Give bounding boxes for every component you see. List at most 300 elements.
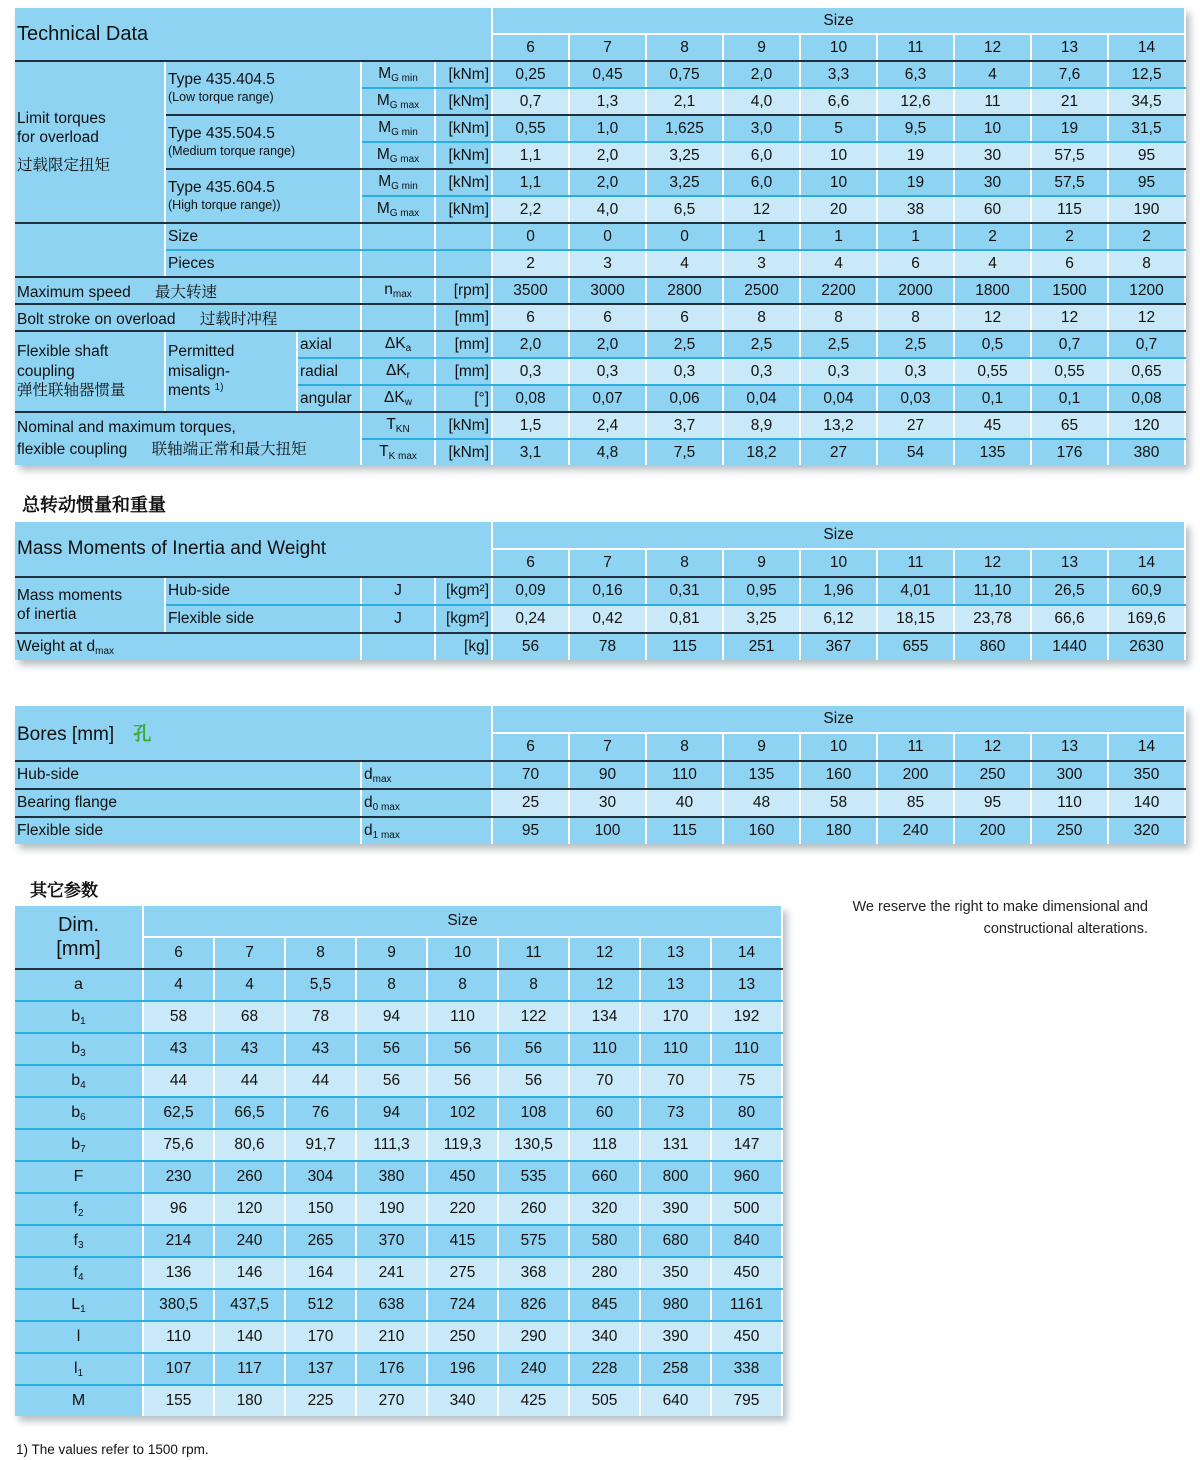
size-col-header: 7: [569, 733, 646, 761]
value-cell: 0,55: [1031, 358, 1108, 385]
value-cell: 196: [427, 1353, 498, 1385]
value-cell: 136: [143, 1257, 214, 1289]
value-cell: 107: [143, 1353, 214, 1385]
value-cell: 180: [214, 1385, 285, 1416]
value-cell: 190: [356, 1193, 427, 1225]
value-cell: 2,5: [877, 331, 954, 358]
value-cell: 826: [498, 1289, 569, 1321]
unit-cell: [°]: [435, 385, 492, 412]
bearing-flange-label: Bearing flange: [15, 789, 361, 817]
value-cell: 500: [711, 1193, 782, 1225]
radial-label: radial: [297, 358, 361, 385]
value-cell: 415: [427, 1225, 498, 1257]
value-cell: 5: [800, 115, 877, 142]
value-cell: 0: [492, 223, 569, 250]
table1-title: Technical Data: [15, 8, 492, 61]
value-cell: 57,5: [1031, 169, 1108, 196]
dim-row-label: F: [15, 1161, 143, 1193]
value-cell: 54: [877, 439, 954, 465]
dim-row-label: $b_4$: [15, 1065, 143, 1097]
size-col-header: 10: [800, 733, 877, 761]
value-cell: 390: [640, 1193, 711, 1225]
bolt-stroke-label: [15, 304, 361, 331]
value-cell: 2800: [646, 277, 723, 304]
dim-row-label: a: [15, 969, 143, 1001]
value-cell: 437,5: [214, 1289, 285, 1321]
value-cell: 0,95: [723, 577, 800, 605]
value-cell: 0,55: [954, 358, 1031, 385]
value-cell: 0: [569, 223, 646, 250]
value-cell: 1,0: [569, 115, 646, 142]
hub-side-label: Hub-side: [15, 761, 361, 789]
size-col-header: 13: [1031, 549, 1108, 577]
value-cell: 3: [723, 250, 800, 277]
value-cell: 119,3: [427, 1129, 498, 1161]
value-cell: 2,0: [569, 331, 646, 358]
value-cell: 60: [569, 1097, 640, 1129]
value-cell: 280: [569, 1257, 640, 1289]
value-cell: 0,1: [954, 385, 1031, 412]
dim-row-label: $b_6$: [15, 1097, 143, 1129]
value-cell: 8: [877, 304, 954, 331]
value-cell: 250: [1031, 817, 1108, 844]
size-col-header: 6: [143, 937, 214, 969]
value-cell: 0,04: [800, 385, 877, 412]
value-cell: 640: [640, 1385, 711, 1416]
value-cell: 6,12: [800, 605, 877, 633]
value-cell: 980: [640, 1289, 711, 1321]
value-cell: 0,16: [569, 577, 646, 605]
value-cell: 505: [569, 1385, 640, 1416]
value-cell: 57,5: [1031, 142, 1108, 169]
value-cell: 1,3: [569, 88, 646, 115]
value-cell: 1440: [1031, 633, 1108, 660]
bores-title-zh: 孔: [133, 724, 152, 744]
value-cell: 44: [143, 1065, 214, 1097]
label-zh: 联轴端正常和最大扭矩: [151, 441, 307, 458]
value-cell: 260: [214, 1161, 285, 1193]
value-cell: 575: [498, 1225, 569, 1257]
size-col-header: 10: [427, 937, 498, 969]
value-cell: 1161: [711, 1289, 782, 1321]
value-cell: 100: [569, 817, 646, 844]
size-col-header: 8: [285, 937, 356, 969]
value-cell: 176: [356, 1353, 427, 1385]
symbol-cell: $d_{max}$: [361, 761, 492, 789]
value-cell: 845: [569, 1289, 640, 1321]
value-cell: 4,8: [569, 439, 646, 465]
value-cell: 94: [356, 1097, 427, 1129]
size-col-header: 9: [723, 34, 800, 61]
value-cell: 43: [143, 1033, 214, 1065]
value-cell: 95: [492, 817, 569, 844]
value-cell: 0,3: [492, 358, 569, 385]
value-cell: 2500: [723, 277, 800, 304]
value-cell: 6: [1031, 250, 1108, 277]
permitted-misalignments-label: [165, 331, 297, 412]
value-cell: 680: [640, 1225, 711, 1257]
unit-cell: [kNm]: [435, 169, 492, 196]
value-cell: 6,0: [723, 169, 800, 196]
value-cell: 1500: [1031, 277, 1108, 304]
value-cell: 48: [723, 789, 800, 817]
dim-row-label: l: [15, 1321, 143, 1353]
value-cell: 2000: [877, 277, 954, 304]
size-col-header: 9: [723, 733, 800, 761]
value-cell: 368: [498, 1257, 569, 1289]
symbol-cell: J: [361, 577, 435, 605]
value-cell: 380: [356, 1161, 427, 1193]
value-cell: 225: [285, 1385, 356, 1416]
value-cell: 0,3: [877, 358, 954, 385]
value-cell: 450: [711, 1321, 782, 1353]
value-cell: 367: [800, 633, 877, 660]
value-cell: 12: [1031, 304, 1108, 331]
value-cell: 66,5: [214, 1097, 285, 1129]
size-col-header: 13: [1031, 34, 1108, 61]
unit-cell: [kNm]: [435, 142, 492, 169]
value-cell: 638: [356, 1289, 427, 1321]
value-cell: 110: [427, 1001, 498, 1033]
value-cell: 2,5: [723, 331, 800, 358]
limit-torques-label: [15, 61, 165, 223]
value-cell: 19: [877, 169, 954, 196]
value-cell: 44: [285, 1065, 356, 1097]
value-cell: 220: [427, 1193, 498, 1225]
value-cell: 30: [954, 142, 1031, 169]
value-cell: 425: [498, 1385, 569, 1416]
value-cell: 25: [492, 789, 569, 817]
bores-table: [15, 706, 1186, 844]
value-cell: 0,42: [569, 605, 646, 633]
value-cell: 78: [285, 1001, 356, 1033]
label-line: Permitted: [168, 343, 235, 361]
value-cell: 2,4: [569, 412, 646, 439]
value-cell: 724: [427, 1289, 498, 1321]
size-col-header: 14: [711, 937, 782, 969]
value-cell: 230: [143, 1161, 214, 1193]
value-cell: 0,04: [723, 385, 800, 412]
value-cell: 192: [711, 1001, 782, 1033]
value-cell: 5,5: [285, 969, 356, 1001]
value-cell: 118: [569, 1129, 640, 1161]
value-cell: 58: [800, 789, 877, 817]
value-cell: 350: [1108, 761, 1185, 789]
value-cell: 6: [877, 250, 954, 277]
value-cell: 43: [285, 1033, 356, 1065]
size-col-header: 9: [723, 549, 800, 577]
label-line: misalign-: [168, 362, 231, 380]
value-cell: 21: [1031, 88, 1108, 115]
size-col-header: 12: [954, 34, 1031, 61]
unit-cell: [kNm]: [435, 88, 492, 115]
label-zh: 最大转速: [155, 283, 218, 301]
value-cell: 170: [285, 1321, 356, 1353]
symbol-cell: $M_{G min}$: [361, 115, 435, 142]
label-line: Limit torques: [17, 109, 106, 127]
value-cell: 2: [1108, 223, 1185, 250]
value-cell: 200: [877, 761, 954, 789]
value-cell: 85: [877, 789, 954, 817]
value-cell: 6,5: [646, 196, 723, 223]
nominal-torques-label: [15, 412, 361, 465]
symbol-cell: $M_{G max}$: [361, 142, 435, 169]
value-cell: 78: [569, 633, 646, 660]
value-cell: 1,5: [492, 412, 569, 439]
size-col-header: 13: [1031, 733, 1108, 761]
symbol-cell: $M_{G max}$: [361, 196, 435, 223]
size-col-header: 11: [877, 549, 954, 577]
value-cell: 0,7: [1031, 331, 1108, 358]
unit-cell: [rpm]: [435, 277, 492, 304]
value-cell: 251: [723, 633, 800, 660]
value-cell: 62,5: [143, 1097, 214, 1129]
value-cell: 6,6: [800, 88, 877, 115]
value-cell: 146: [214, 1257, 285, 1289]
size-col-header: 9: [356, 937, 427, 969]
size-group-header: Size: [143, 906, 782, 937]
value-cell: 1: [723, 223, 800, 250]
value-cell: 250: [954, 761, 1031, 789]
label-line: ments $^{1)}$: [168, 382, 224, 400]
size-col-header: 8: [646, 34, 723, 61]
size-col-header: 12: [954, 733, 1031, 761]
symbol-cell: $\Delta K_a$: [361, 331, 435, 358]
value-cell: 7,5: [646, 439, 723, 465]
size-group-header: Size: [492, 706, 1185, 733]
value-cell: 58: [143, 1001, 214, 1033]
size-col-header: 12: [569, 937, 640, 969]
value-cell: 94: [356, 1001, 427, 1033]
value-cell: 450: [427, 1161, 498, 1193]
angular-label: angular: [297, 385, 361, 412]
value-cell: 66,6: [1031, 605, 1108, 633]
value-cell: 95: [954, 789, 1031, 817]
value-cell: 3500: [492, 277, 569, 304]
value-cell: 134: [569, 1001, 640, 1033]
value-cell: 270: [356, 1385, 427, 1416]
value-cell: 60: [954, 196, 1031, 223]
size-col-header: 7: [569, 34, 646, 61]
value-cell: 110: [711, 1033, 782, 1065]
value-cell: 4: [646, 250, 723, 277]
size-col-header: 14: [1108, 549, 1185, 577]
value-cell: 1: [800, 223, 877, 250]
value-cell: 45: [954, 412, 1031, 439]
value-cell: 2,0: [723, 61, 800, 88]
value-cell: 1,96: [800, 577, 877, 605]
value-cell: 340: [569, 1321, 640, 1353]
value-cell: 3,1: [492, 439, 569, 465]
value-cell: 2: [1031, 223, 1108, 250]
table3-title: [15, 706, 492, 761]
dim-header-line: [mm]: [56, 938, 101, 960]
dim-header-line: Dim.: [57, 914, 100, 936]
value-cell: 2: [954, 223, 1031, 250]
value-cell: 12: [1108, 304, 1185, 331]
symbol-cell: J: [361, 605, 435, 633]
value-cell: 8: [427, 969, 498, 1001]
value-cell: 150: [285, 1193, 356, 1225]
value-cell: 240: [214, 1225, 285, 1257]
value-cell: 110: [646, 761, 723, 789]
value-cell: 0,07: [569, 385, 646, 412]
value-cell: 1,1: [492, 142, 569, 169]
value-cell: 860: [954, 633, 1031, 660]
label-line: Flexible shaft: [17, 343, 109, 361]
symbol-cell: $M_{G max}$: [361, 88, 435, 115]
value-cell: 512: [285, 1289, 356, 1321]
value-cell: 0,03: [877, 385, 954, 412]
bores-title-en: Bores [mm]: [17, 724, 115, 745]
unit-cell: [kg]: [435, 633, 492, 660]
flexible-side-label: Flexible side: [165, 605, 361, 633]
value-cell: 1,625: [646, 115, 723, 142]
dim-row-label: $f_2$: [15, 1193, 143, 1225]
value-cell: 65: [1031, 412, 1108, 439]
value-cell: 120: [214, 1193, 285, 1225]
value-cell: 8,9: [723, 412, 800, 439]
value-cell: 12: [954, 304, 1031, 331]
value-cell: 450: [711, 1257, 782, 1289]
dim-header: [15, 906, 143, 969]
value-cell: 320: [1108, 817, 1185, 844]
value-cell: 290: [498, 1321, 569, 1353]
value-cell: 0,08: [1108, 385, 1185, 412]
value-cell: 0,45: [569, 61, 646, 88]
size-col-header: 10: [800, 34, 877, 61]
pieces-row-label: Pieces: [165, 250, 361, 277]
value-cell: 2,2: [492, 196, 569, 223]
value-cell: 1: [877, 223, 954, 250]
value-cell: 4,01: [877, 577, 954, 605]
value-cell: 3,3: [800, 61, 877, 88]
value-cell: 76: [285, 1097, 356, 1129]
size-col-header: 14: [1108, 34, 1185, 61]
value-cell: 31,5: [1108, 115, 1185, 142]
value-cell: 44: [214, 1065, 285, 1097]
label-line: for overload: [17, 129, 99, 147]
value-cell: 0,7: [1108, 331, 1185, 358]
value-cell: 0,25: [492, 61, 569, 88]
value-cell: 108: [498, 1097, 569, 1129]
type-name: Type 435.404.5: [168, 71, 275, 89]
value-cell: 56: [356, 1033, 427, 1065]
value-cell: 370: [356, 1225, 427, 1257]
value-cell: 170: [640, 1001, 711, 1033]
size-col-header: 8: [646, 733, 723, 761]
size-col-header: 6: [492, 733, 569, 761]
maximum-speed-label: [15, 277, 361, 304]
value-cell: 6,0: [723, 142, 800, 169]
type-b-label: [165, 115, 361, 169]
empty-cell: [435, 250, 492, 277]
value-cell: 9,5: [877, 115, 954, 142]
value-cell: 2,5: [800, 331, 877, 358]
size-col-header: 13: [640, 937, 711, 969]
empty-cell: [435, 223, 492, 250]
value-cell: 8: [356, 969, 427, 1001]
value-cell: 23,78: [954, 605, 1031, 633]
size-group-header: Size: [492, 522, 1185, 549]
value-cell: 1200: [1108, 277, 1185, 304]
value-cell: 320: [569, 1193, 640, 1225]
unit-cell: [kNm]: [435, 439, 492, 465]
value-cell: 4: [214, 969, 285, 1001]
value-cell: 8: [800, 304, 877, 331]
value-cell: 0,7: [492, 88, 569, 115]
empty-cell: [361, 304, 435, 331]
value-cell: 96: [143, 1193, 214, 1225]
value-cell: 122: [498, 1001, 569, 1033]
value-cell: 190: [1108, 196, 1185, 223]
value-cell: 800: [640, 1161, 711, 1193]
value-cell: 115: [646, 817, 723, 844]
value-cell: 102: [427, 1097, 498, 1129]
value-cell: 80: [711, 1097, 782, 1129]
value-cell: 340: [427, 1385, 498, 1416]
value-cell: 160: [800, 761, 877, 789]
footnote: 1) The values refer to 1500 rpm.: [16, 1442, 209, 1457]
hub-side-label: Hub-side: [165, 577, 361, 605]
value-cell: 0,06: [646, 385, 723, 412]
value-cell: 2,0: [569, 169, 646, 196]
note-line: We reserve the right to make dimensional and: [852, 899, 1148, 915]
value-cell: 0,3: [800, 358, 877, 385]
value-cell: 0: [646, 223, 723, 250]
value-cell: 840: [711, 1225, 782, 1257]
value-cell: 260: [498, 1193, 569, 1225]
dim-row-label: M: [15, 1385, 143, 1416]
value-cell: 8: [498, 969, 569, 1001]
size-col-header: 14: [1108, 733, 1185, 761]
unit-cell: [mm]: [435, 358, 492, 385]
value-cell: 2200: [800, 277, 877, 304]
dim-row-label: $f_3$: [15, 1225, 143, 1257]
value-cell: 27: [877, 412, 954, 439]
value-cell: 12: [569, 969, 640, 1001]
size-col-header: 7: [569, 549, 646, 577]
value-cell: 115: [646, 633, 723, 660]
value-cell: 43: [214, 1033, 285, 1065]
value-cell: 228: [569, 1353, 640, 1385]
value-cell: 95: [1108, 169, 1185, 196]
value-cell: 147: [711, 1129, 782, 1161]
value-cell: 0,81: [646, 605, 723, 633]
value-cell: 56: [427, 1033, 498, 1065]
value-cell: 2: [492, 250, 569, 277]
symbol-cell: $M_{G min}$: [361, 169, 435, 196]
value-cell: 6: [569, 304, 646, 331]
value-cell: 18,2: [723, 439, 800, 465]
symbol-cell: $d_{1 max}$: [361, 817, 492, 844]
value-cell: 6,3: [877, 61, 954, 88]
value-cell: 70: [640, 1065, 711, 1097]
value-cell: 4: [800, 250, 877, 277]
value-cell: 795: [711, 1385, 782, 1416]
value-cell: 95: [1108, 142, 1185, 169]
value-cell: 75,6: [143, 1129, 214, 1161]
value-cell: 180: [800, 817, 877, 844]
value-cell: 0,3: [569, 358, 646, 385]
value-cell: 115: [1031, 196, 1108, 223]
value-cell: 2,0: [569, 142, 646, 169]
dimensions-table: [15, 906, 783, 1416]
unit-cell: [kNm]: [435, 196, 492, 223]
dim-row-label: $l_1$: [15, 1353, 143, 1385]
value-cell: 56: [356, 1065, 427, 1097]
value-cell: 0,55: [492, 115, 569, 142]
